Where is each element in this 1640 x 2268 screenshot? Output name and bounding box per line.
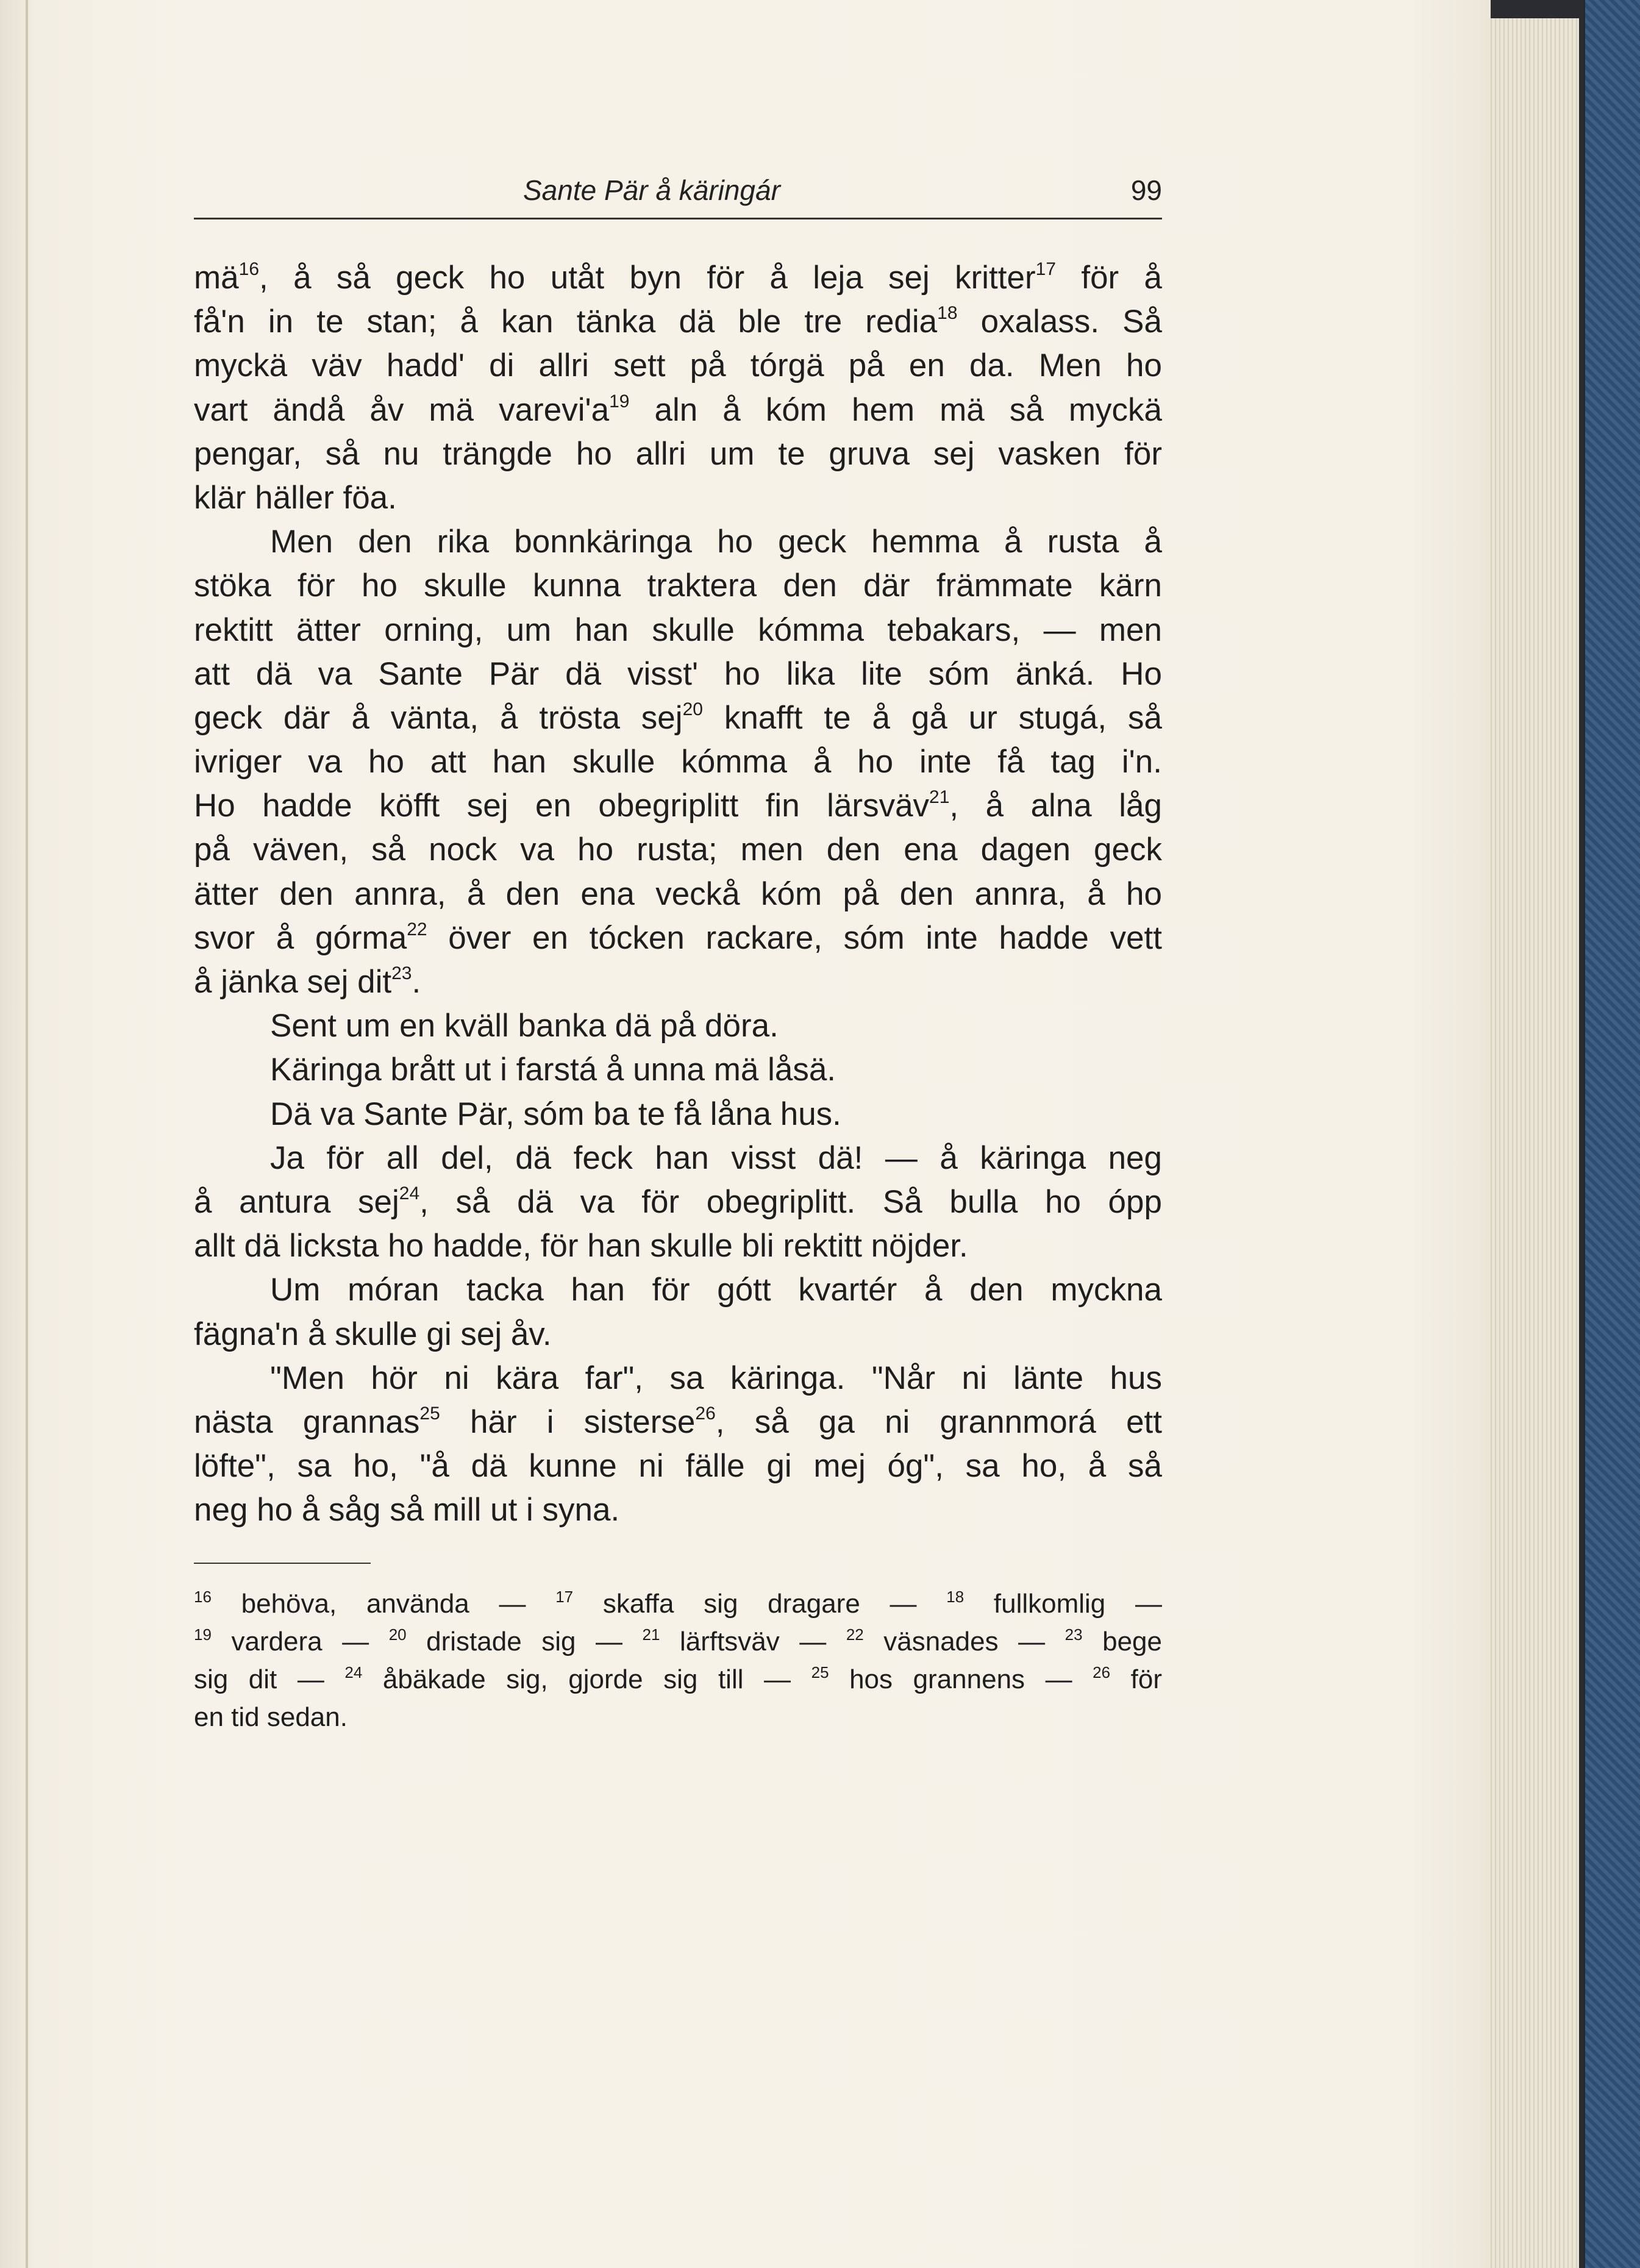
text-line <box>194 916 1162 960</box>
text-segment: fullkomlig — <box>964 1589 1163 1619</box>
paragraph <box>194 1004 1162 1048</box>
text-segment: knafft te å gå ur stugá, så <box>702 699 1162 736</box>
page-edges <box>1488 18 1579 2268</box>
text-segment: väsnades — <box>863 1627 1065 1656</box>
text-line <box>194 872 1162 916</box>
text-line <box>194 740 1162 784</box>
text-segment: vardera — <box>211 1627 389 1656</box>
text-segment: oxalass. Så <box>957 304 1162 340</box>
text-segment: stöka för ho skulle kunna traktera den där främmate kärn <box>194 568 1162 604</box>
running-title: Sante Pär å käringár <box>523 174 780 206</box>
text-segment: att dä va Sante Pär dä visst' ho lika lite sóm änká. Ho <box>194 655 1162 692</box>
paragraph <box>194 520 1162 1004</box>
text-line <box>194 300 1162 344</box>
paragraph <box>194 1048 1162 1092</box>
footnote-marker: 24 <box>399 1183 420 1204</box>
footnote-marker: 18 <box>946 1588 964 1606</box>
footnote-marker: 22 <box>846 1625 864 1644</box>
text-segment: bege <box>1082 1627 1163 1656</box>
text-segment: "Men hör ni kära far", sa käringa. "Når ni länte hus <box>270 1360 1162 1396</box>
footnote-marker: 24 <box>344 1663 363 1681</box>
paragraph <box>194 256 1162 520</box>
text-segment: å jänka sej dit <box>194 964 392 1000</box>
footnote-marker: 20 <box>682 699 703 719</box>
text-line <box>194 476 1162 520</box>
text-segment: på väven, så nock va ho rusta; men den ena dagen geck <box>194 832 1162 868</box>
text-segment: geck där å vänta, å trösta sej <box>194 699 683 736</box>
text-segment: aln å kóm hem mä så myckä <box>629 391 1162 428</box>
text-segment: här i sisterse <box>440 1403 696 1440</box>
text-segment: myckä väv hadd' di allri sett på tórgä på en da. Men ho <box>194 348 1162 384</box>
paragraph <box>194 1093 1162 1136</box>
text-line <box>194 1004 1162 1048</box>
text-segment: Ho hadde köfft sej en obegriplitt fin lärsväv <box>194 788 930 824</box>
text-segment: , så dä va för obegriplitt. Så bulla ho ópp <box>419 1183 1162 1220</box>
text-segment: pengar, så nu trängde ho allri um te gruva sej vasken för <box>194 435 1162 472</box>
footnote-rule <box>194 1563 371 1564</box>
text-line <box>194 828 1162 872</box>
footnote-marker: 22 <box>407 919 427 940</box>
text-line <box>194 696 1162 740</box>
text-segment: en tid sedan. <box>194 1702 348 1732</box>
header-rule <box>194 218 1162 219</box>
text-segment: Sent um en kväll banka dä på döra. <box>270 1008 779 1044</box>
footnote-line <box>194 1623 1162 1661</box>
text-segment: dristade sig — <box>406 1627 643 1656</box>
text-line <box>194 432 1162 476</box>
book-binding <box>1583 0 1640 2268</box>
text-line <box>194 608 1162 652</box>
text-segment: få'n in te stan; å kan tänka dä ble tre redia <box>194 304 938 340</box>
footnote-marker: 21 <box>642 1625 660 1644</box>
footnote-marker: 21 <box>929 787 950 808</box>
text-segment: för å <box>1056 260 1162 296</box>
text-line <box>194 344 1162 388</box>
text-line <box>194 1488 1162 1532</box>
text-line <box>194 1268 1162 1312</box>
footnote-marker: 26 <box>695 1403 716 1424</box>
text-segment: för <box>1110 1664 1162 1694</box>
text-segment: ätter den annra, å den ena veckå kóm på den annra, å ho <box>194 875 1162 912</box>
text-segment: över en tócken rackare, sóm inte hadde vett <box>427 919 1162 956</box>
footnote-marker: 19 <box>609 391 630 412</box>
paragraph <box>194 1357 1162 1533</box>
paragraph <box>194 1136 1162 1269</box>
footnote-marker: 23 <box>1064 1625 1083 1644</box>
footnotes <box>194 1585 1162 1736</box>
text-segment: svor å górma <box>194 919 407 956</box>
text-segment: Dä va Sante Pär, sóm ba te få låna hus. <box>270 1096 841 1132</box>
footnote-marker: 23 <box>391 963 412 983</box>
text-segment: allt dä licksta ho hadde, för han skulle bli rektitt nöjder. <box>194 1228 968 1264</box>
footnote-marker: 25 <box>811 1663 829 1681</box>
footnote-marker: 16 <box>194 1588 212 1606</box>
text-segment: lärftsväv — <box>660 1627 846 1656</box>
text-segment: mä <box>194 260 239 296</box>
text-line <box>194 784 1162 828</box>
footnote-marker: 18 <box>937 303 958 324</box>
text-line <box>194 1180 1162 1224</box>
text-segment: behöva, använda — <box>211 1589 556 1619</box>
footnote-marker: 16 <box>238 259 260 279</box>
text-line <box>194 1093 1162 1136</box>
text-segment: nästa grannas <box>194 1403 420 1440</box>
text-line <box>194 652 1162 696</box>
footnote-line <box>194 1699 1162 1736</box>
footnote-marker: 20 <box>388 1625 407 1644</box>
text-line <box>194 960 1162 1004</box>
text-segment: neg ho å såg så mill ut i syna. <box>194 1492 620 1528</box>
text-segment: klär häller föa. <box>194 479 397 516</box>
page-number: 99 <box>1130 174 1162 206</box>
footnote-marker: 19 <box>194 1625 212 1644</box>
text-segment: löfte", sa ho, "å dä kunne ni fälle gi mej óg", sa ho, å så <box>194 1448 1162 1485</box>
text-line <box>194 1224 1162 1268</box>
text-segment: skaffa sig dragare — <box>573 1589 947 1619</box>
paragraph <box>194 1268 1162 1356</box>
text-segment: Men den rika bonnkäringa ho geck hemma å rusta å <box>270 524 1162 560</box>
text-line <box>194 1313 1162 1357</box>
text-line <box>194 1136 1162 1180</box>
text-line <box>194 256 1162 300</box>
text-segment: hos grannens — <box>829 1664 1093 1694</box>
text-line <box>194 1400 1162 1444</box>
text-segment: sig dit — <box>194 1664 345 1694</box>
text-segment: å antura sej <box>194 1183 399 1220</box>
footnote-marker: 26 <box>1093 1663 1111 1681</box>
text-segment: fägna'n å skulle gi sej åv. <box>194 1316 552 1352</box>
text-line <box>194 520 1162 564</box>
text-line <box>194 1048 1162 1092</box>
text-line <box>194 388 1162 432</box>
footnote-marker: 25 <box>419 1403 440 1424</box>
text-segment: rektitt ätter orning, um han skulle kómma tebakars, — men <box>194 612 1162 648</box>
body-text <box>194 256 1162 1532</box>
footnote-marker: 17 <box>1035 259 1057 279</box>
text-segment: Um móran tacka han för gótt kvartér å den myckna <box>270 1272 1162 1308</box>
footnote-marker: 17 <box>555 1588 574 1606</box>
text-segment: . <box>412 964 421 1000</box>
gutter-shadow <box>26 0 28 2268</box>
text-segment: vart ändå åv mä varevi'a <box>194 391 610 428</box>
text-segment: åbäkade sig, gjorde sig till — <box>362 1664 811 1694</box>
footnote-line <box>194 1661 1162 1699</box>
text-segment: Ja för all del, dä feck han visst dä! — å käringa neg <box>270 1139 1162 1176</box>
running-header <box>194 174 1162 210</box>
text-segment: ivriger va ho att han skulle kómma å ho inte få tag i'n. <box>194 744 1162 780</box>
text-line <box>194 1444 1162 1488</box>
text-segment: , å alna låg <box>949 788 1162 824</box>
footnote-line <box>194 1585 1162 1623</box>
text-line <box>194 1357 1162 1400</box>
text-line <box>194 564 1162 608</box>
text-segment: , å så geck ho utåt byn för å leja sej kritter <box>259 260 1036 296</box>
text-segment: Käringa brått ut i farstá å unna mä låsä. <box>270 1052 836 1088</box>
text-segment: , så ga ni grannmorá ett <box>715 1403 1162 1440</box>
